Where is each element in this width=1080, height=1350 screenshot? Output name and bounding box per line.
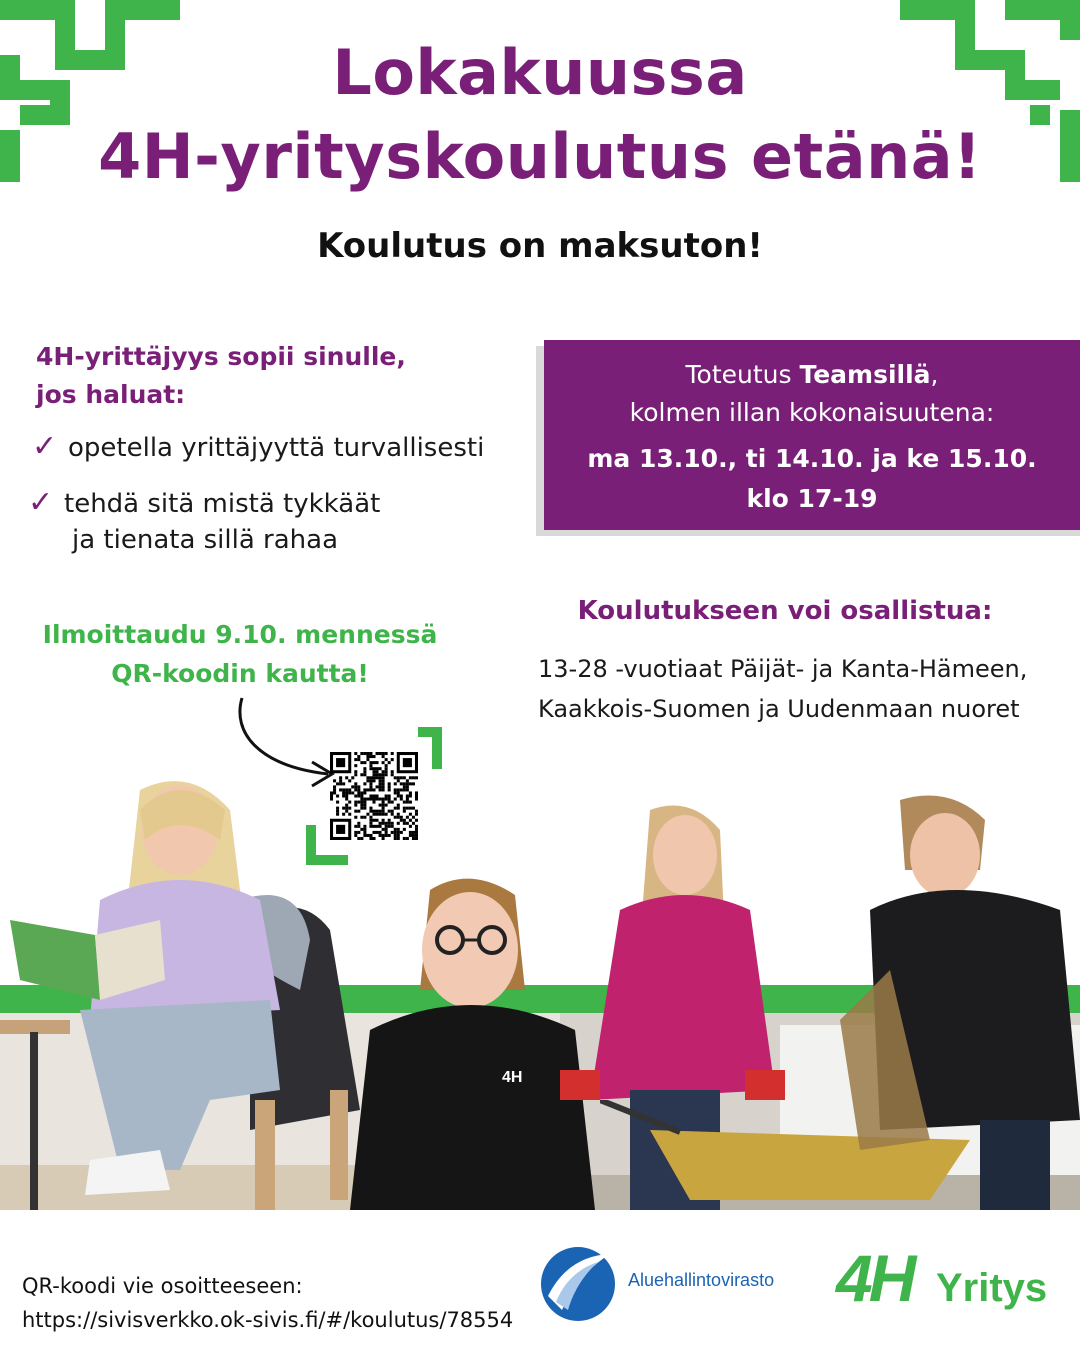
participants-heading: Koulutukseen voi osallistua: [577, 596, 993, 626]
schedule-dates: ma 13.10., ti 14.10. ja ke 15.10. [587, 444, 1037, 473]
checkmark-icon: ✓ [28, 485, 54, 520]
suitability-heading-line-1: 4H-yrittäjyys sopii sinulle, [36, 342, 406, 371]
participants-line-2: Kaakkois-Suomen ja Uudenmaan nuoret [538, 694, 1020, 723]
registration-line-1: Ilmoittaudu 9.10. mennessä [42, 620, 438, 649]
avi-logo-text: Aluehallintovirasto [628, 1270, 775, 1290]
qr-link-text [22, 1270, 513, 1337]
list-item-text: tehdä sitä mistä tykkäät [64, 489, 381, 519]
4h-yritys-logo [836, 1241, 1076, 1324]
schedule-prefix: Toteutus [685, 360, 800, 389]
schedule-time: klo 17-19 [746, 484, 878, 513]
shirt-logo: 4H [502, 1069, 523, 1086]
qr-label: QR-koodi vie osoitteeseen: [22, 1274, 303, 1298]
schedule-platform: Teamsillä [799, 360, 931, 389]
schedule-suffix: , [930, 360, 939, 389]
schedule-line-1 [544, 356, 1080, 394]
title-line-2: 4H-yrityskoulutus etänä! [98, 120, 982, 193]
person-reading [0, 770, 380, 1210]
4h-mark: 4H [836, 1241, 913, 1315]
qr-url[interactable]: https://sivisverkko.ok-sivis.fi/#/koulutus/78554 [22, 1307, 514, 1332]
avi-logo [538, 1244, 828, 1324]
list-item-text: opetella yrittäjyyttä turvallisesti [68, 433, 485, 463]
person-raking [820, 790, 1080, 1210]
checkmark-icon: ✓ [32, 429, 58, 464]
suitability-heading-line-2: jos haluat: [36, 379, 186, 409]
list-item [32, 424, 484, 471]
schedule-line-2: kolmen illan kokonaisuutena: [629, 397, 995, 427]
schedule-box [544, 340, 1080, 530]
registration-text [40, 616, 440, 694]
registration-line-2: QR-koodin kautta! [111, 658, 369, 688]
participants-body [538, 650, 1027, 729]
list-item-text-continued: ja tienata sillä rahaa [72, 525, 339, 555]
title-line-1: Lokakuussa [332, 36, 748, 109]
avi-logo-icon [538, 1244, 618, 1324]
subtitle: Koulutus on maksuton! [317, 226, 763, 266]
participants-line-1: 13-28 -vuotiaat Päijät- ja Kanta-Hämeen, [538, 655, 1028, 683]
suitability-heading [36, 338, 406, 413]
yritys-text: Yritys [936, 1266, 1048, 1310]
